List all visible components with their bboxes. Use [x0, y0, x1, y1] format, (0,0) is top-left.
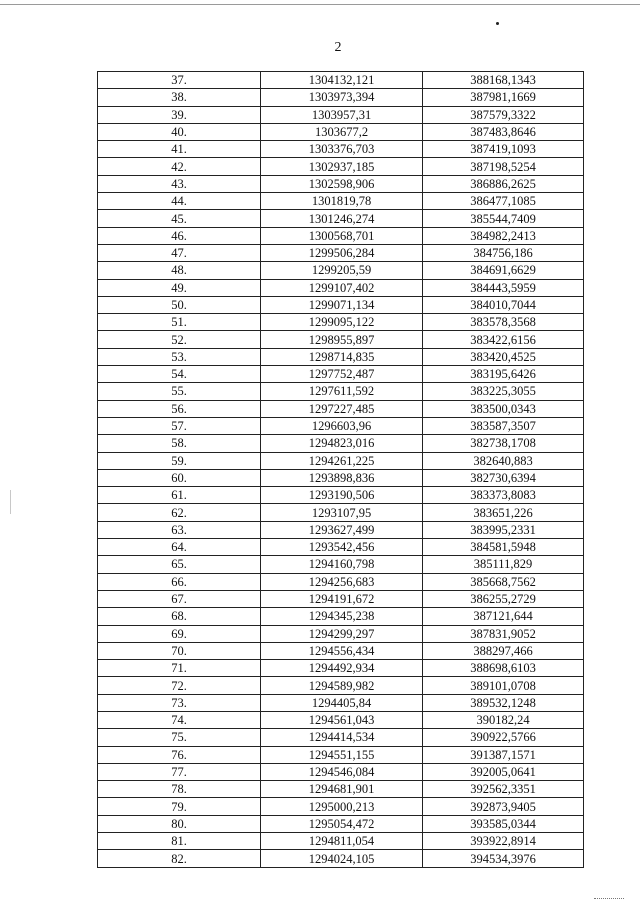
point-number-cell: 80.	[98, 815, 261, 832]
y-coordinate-cell: 383195,6426	[423, 366, 584, 383]
table-row	[98, 366, 584, 383]
y-coordinate-cell: 392562,3351	[423, 781, 584, 798]
y-coordinate-cell: 382730,6394	[423, 469, 584, 486]
y-coordinate-cell: 383651,226	[423, 504, 584, 521]
point-number-cell: 67.	[98, 590, 261, 607]
point-number-cell: 43.	[98, 175, 261, 192]
y-coordinate-cell: 384010,7044	[423, 296, 584, 313]
table-row	[98, 573, 584, 590]
point-number-cell: 47.	[98, 244, 261, 261]
point-number-cell: 39.	[98, 106, 261, 123]
x-coordinate-cell: 1294191,672	[261, 590, 423, 607]
x-coordinate-cell: 1294823,016	[261, 435, 423, 452]
y-coordinate-cell: 387419,1093	[423, 141, 584, 158]
y-coordinate-cell: 387831,9052	[423, 625, 584, 642]
y-coordinate-cell: 383225,3055	[423, 383, 584, 400]
point-number-cell: 55.	[98, 383, 261, 400]
y-coordinate-cell: 385668,7562	[423, 573, 584, 590]
y-coordinate-cell: 389532,1248	[423, 694, 584, 711]
x-coordinate-cell: 1294345,238	[261, 608, 423, 625]
table-row	[98, 279, 584, 296]
point-number-cell: 49.	[98, 279, 261, 296]
point-number-cell: 60.	[98, 469, 261, 486]
x-coordinate-cell: 1294561,043	[261, 711, 423, 728]
point-number-cell: 77.	[98, 763, 261, 780]
point-number-cell: 38.	[98, 89, 261, 106]
y-coordinate-cell: 387483,8646	[423, 123, 584, 140]
x-coordinate-cell: 1293542,456	[261, 539, 423, 556]
x-coordinate-cell: 1303376,703	[261, 141, 423, 158]
scan-dot-mark	[496, 22, 499, 25]
point-number-cell: 59.	[98, 452, 261, 469]
y-coordinate-cell: 388297,466	[423, 642, 584, 659]
point-number-cell: 51.	[98, 314, 261, 331]
point-number-cell: 41.	[98, 141, 261, 158]
y-coordinate-cell: 392873,9405	[423, 798, 584, 815]
table-row	[98, 781, 584, 798]
point-number-cell: 63.	[98, 521, 261, 538]
table-row	[98, 746, 584, 763]
x-coordinate-cell: 1304132,121	[261, 72, 423, 89]
y-coordinate-cell: 386255,2729	[423, 590, 584, 607]
table-row	[98, 521, 584, 538]
table-row	[98, 314, 584, 331]
x-coordinate-cell: 1302937,185	[261, 158, 423, 175]
y-coordinate-cell: 393922,8914	[423, 833, 584, 850]
point-number-cell: 57.	[98, 417, 261, 434]
x-coordinate-cell: 1294024,105	[261, 850, 423, 867]
y-coordinate-cell: 386886,2625	[423, 175, 584, 192]
x-coordinate-cell: 1299095,122	[261, 314, 423, 331]
table-row	[98, 175, 584, 192]
point-number-cell: 70.	[98, 642, 261, 659]
point-number-cell: 48.	[98, 262, 261, 279]
table-row	[98, 227, 584, 244]
table-row	[98, 729, 584, 746]
point-number-cell: 56.	[98, 400, 261, 417]
point-number-cell: 65.	[98, 556, 261, 573]
page-number: 2	[334, 40, 342, 55]
y-coordinate-cell: 382738,1708	[423, 435, 584, 452]
table-row	[98, 210, 584, 227]
table-row	[98, 556, 584, 573]
point-number-cell: 78.	[98, 781, 261, 798]
point-number-cell: 69.	[98, 625, 261, 642]
x-coordinate-cell: 1299205,59	[261, 262, 423, 279]
point-number-cell: 61.	[98, 487, 261, 504]
table-row	[98, 469, 584, 486]
point-number-cell: 53.	[98, 348, 261, 365]
point-number-cell: 46.	[98, 227, 261, 244]
x-coordinate-cell: 1295054,472	[261, 815, 423, 832]
y-coordinate-cell: 383578,3568	[423, 314, 584, 331]
y-coordinate-cell: 382640,883	[423, 452, 584, 469]
table-row	[98, 487, 584, 504]
x-coordinate-cell: 1294160,798	[261, 556, 423, 573]
point-number-cell: 74.	[98, 711, 261, 728]
x-coordinate-cell: 1296603,96	[261, 417, 423, 434]
x-coordinate-cell: 1294811,054	[261, 833, 423, 850]
table-row	[98, 123, 584, 140]
y-coordinate-cell: 384982,2413	[423, 227, 584, 244]
table-row	[98, 763, 584, 780]
y-coordinate-cell: 383422,6156	[423, 331, 584, 348]
table-row	[98, 417, 584, 434]
table-row	[98, 193, 584, 210]
table-row	[98, 833, 584, 850]
x-coordinate-cell: 1302598,906	[261, 175, 423, 192]
x-coordinate-cell: 1301246,274	[261, 210, 423, 227]
y-coordinate-cell: 385111,829	[423, 556, 584, 573]
table-row	[98, 400, 584, 417]
y-coordinate-cell: 389101,0708	[423, 677, 584, 694]
table-row	[98, 625, 584, 642]
y-coordinate-cell: 387198,5254	[423, 158, 584, 175]
point-number-cell: 82.	[98, 850, 261, 867]
x-coordinate-cell: 1293627,499	[261, 521, 423, 538]
table-row	[98, 660, 584, 677]
y-coordinate-cell: 384443,5959	[423, 279, 584, 296]
table-row	[98, 815, 584, 832]
y-coordinate-cell: 392005,0641	[423, 763, 584, 780]
point-number-cell: 68.	[98, 608, 261, 625]
x-coordinate-cell: 1294256,683	[261, 573, 423, 590]
table-row	[98, 677, 584, 694]
table-row	[98, 452, 584, 469]
table-row	[98, 539, 584, 556]
y-coordinate-cell: 383373,8083	[423, 487, 584, 504]
y-coordinate-cell: 394534,3976	[423, 850, 584, 867]
point-number-cell: 76.	[98, 746, 261, 763]
point-number-cell: 73.	[98, 694, 261, 711]
y-coordinate-cell: 390922,5766	[423, 729, 584, 746]
y-coordinate-cell: 383500,0343	[423, 400, 584, 417]
x-coordinate-cell: 1293190,506	[261, 487, 423, 504]
table-row	[98, 504, 584, 521]
table-row	[98, 89, 584, 106]
table-row	[98, 850, 584, 867]
point-number-cell: 58.	[98, 435, 261, 452]
x-coordinate-cell: 1299506,284	[261, 244, 423, 261]
point-number-cell: 75.	[98, 729, 261, 746]
table-row	[98, 106, 584, 123]
y-coordinate-cell: 383587,3507	[423, 417, 584, 434]
x-coordinate-cell: 1299107,402	[261, 279, 423, 296]
left-margin-mark	[10, 490, 11, 514]
point-number-cell: 45.	[98, 210, 261, 227]
point-number-cell: 81.	[98, 833, 261, 850]
y-coordinate-cell: 386477,1085	[423, 193, 584, 210]
bottom-corner-mark	[594, 898, 624, 900]
point-number-cell: 62.	[98, 504, 261, 521]
x-coordinate-cell: 1294546,084	[261, 763, 423, 780]
coordinates-table-body	[98, 72, 584, 868]
y-coordinate-cell: 393585,0344	[423, 815, 584, 832]
point-number-cell: 50.	[98, 296, 261, 313]
point-number-cell: 66.	[98, 573, 261, 590]
table-row	[98, 435, 584, 452]
y-coordinate-cell: 384581,5948	[423, 539, 584, 556]
table-row	[98, 608, 584, 625]
table-row	[98, 72, 584, 89]
coordinates-table	[97, 71, 584, 868]
table-row	[98, 590, 584, 607]
x-coordinate-cell: 1299071,134	[261, 296, 423, 313]
x-coordinate-cell: 1298714,835	[261, 348, 423, 365]
table-row	[98, 244, 584, 261]
x-coordinate-cell: 1295000,213	[261, 798, 423, 815]
y-coordinate-cell: 383995,2331	[423, 521, 584, 538]
top-edge-rule	[0, 4, 640, 5]
y-coordinate-cell: 390182,24	[423, 711, 584, 728]
y-coordinate-cell: 391387,1571	[423, 746, 584, 763]
x-coordinate-cell: 1294492,934	[261, 660, 423, 677]
x-coordinate-cell: 1297227,485	[261, 400, 423, 417]
table-row	[98, 798, 584, 815]
table-row	[98, 642, 584, 659]
x-coordinate-cell: 1298955,897	[261, 331, 423, 348]
y-coordinate-cell: 387981,1669	[423, 89, 584, 106]
point-number-cell: 37.	[98, 72, 261, 89]
y-coordinate-cell: 387579,3322	[423, 106, 584, 123]
point-number-cell: 64.	[98, 539, 261, 556]
table-row	[98, 262, 584, 279]
x-coordinate-cell: 1294299,297	[261, 625, 423, 642]
x-coordinate-cell: 1303957,31	[261, 106, 423, 123]
x-coordinate-cell: 1303677,2	[261, 123, 423, 140]
point-number-cell: 54.	[98, 366, 261, 383]
point-number-cell: 44.	[98, 193, 261, 210]
point-number-cell: 72.	[98, 677, 261, 694]
x-coordinate-cell: 1294556,434	[261, 642, 423, 659]
table-row	[98, 383, 584, 400]
point-number-cell: 79.	[98, 798, 261, 815]
table-row	[98, 711, 584, 728]
table-row	[98, 348, 584, 365]
x-coordinate-cell: 1297611,592	[261, 383, 423, 400]
point-number-cell: 40.	[98, 123, 261, 140]
table-row	[98, 694, 584, 711]
x-coordinate-cell: 1293898,836	[261, 469, 423, 486]
y-coordinate-cell: 388698,6103	[423, 660, 584, 677]
x-coordinate-cell: 1293107,95	[261, 504, 423, 521]
y-coordinate-cell: 388168,1343	[423, 72, 584, 89]
point-number-cell: 71.	[98, 660, 261, 677]
point-number-cell: 52.	[98, 331, 261, 348]
table-row	[98, 296, 584, 313]
table-row	[98, 141, 584, 158]
y-coordinate-cell: 384756,186	[423, 244, 584, 261]
y-coordinate-cell: 383420,4525	[423, 348, 584, 365]
x-coordinate-cell: 1303973,394	[261, 89, 423, 106]
x-coordinate-cell: 1297752,487	[261, 366, 423, 383]
y-coordinate-cell: 384691,6629	[423, 262, 584, 279]
y-coordinate-cell: 387121,644	[423, 608, 584, 625]
x-coordinate-cell: 1294261,225	[261, 452, 423, 469]
x-coordinate-cell: 1294405,84	[261, 694, 423, 711]
x-coordinate-cell: 1294589,982	[261, 677, 423, 694]
point-number-cell: 42.	[98, 158, 261, 175]
x-coordinate-cell: 1294414,534	[261, 729, 423, 746]
x-coordinate-cell: 1301819,78	[261, 193, 423, 210]
x-coordinate-cell: 1294551,155	[261, 746, 423, 763]
table-row	[98, 331, 584, 348]
y-coordinate-cell: 385544,7409	[423, 210, 584, 227]
x-coordinate-cell: 1294681,901	[261, 781, 423, 798]
x-coordinate-cell: 1300568,701	[261, 227, 423, 244]
table-row	[98, 158, 584, 175]
